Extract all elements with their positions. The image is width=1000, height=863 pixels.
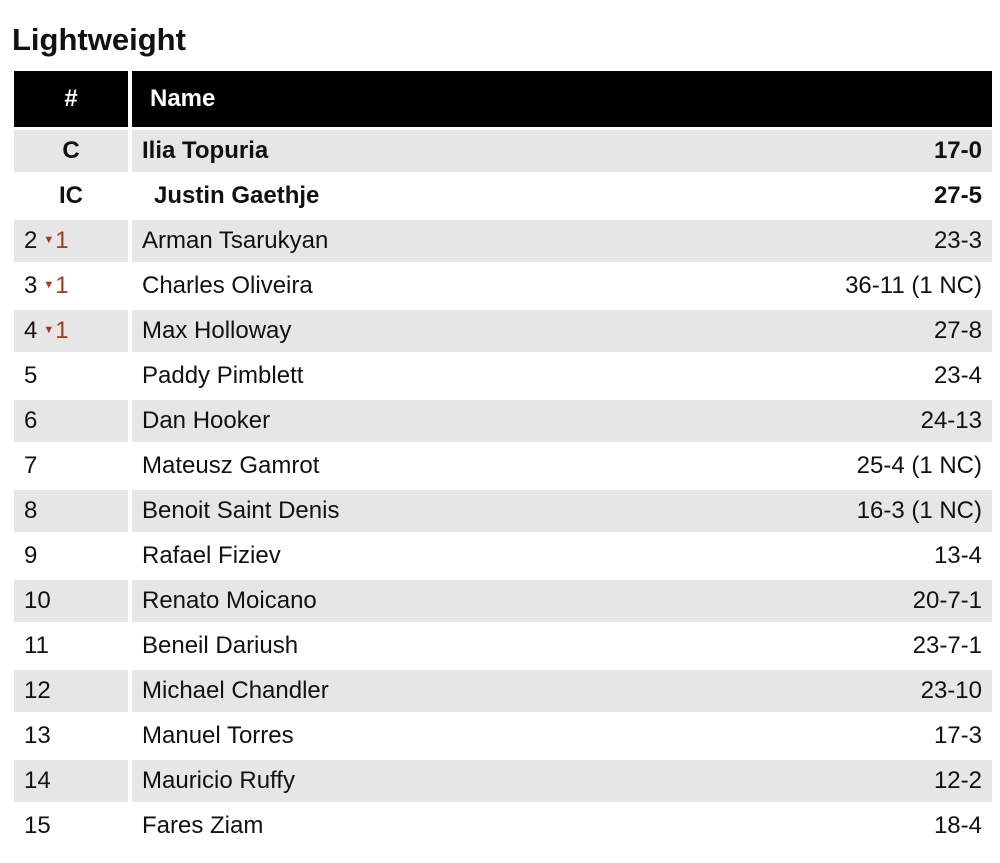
fighter-name[interactable]: Justin Gaethje [132,175,732,217]
fighter-name[interactable]: Dan Hooker [132,400,732,442]
table-row[interactable] [14,535,992,577]
rank-column-header: # [14,71,132,127]
fighter-record: 25-4 (1 NC) [732,445,992,487]
rank-cell [14,715,132,757]
header-row [14,71,992,127]
fighter-record: 17-0 [732,130,992,172]
rank-cell [14,805,132,847]
fighter-record: 16-3 (1 NC) [732,490,992,532]
fighter-record: 36-11 (1 NC) [732,265,992,307]
rank-movement [43,272,68,300]
fighter-name[interactable]: Renato Moicano [132,580,732,622]
name-column-header: Name [132,71,992,127]
table-row[interactable] [14,175,992,217]
table-row[interactable] [14,760,992,802]
table-header [14,71,992,127]
rank-value: 7 [24,452,38,479]
fighter-name[interactable]: Benoit Saint Denis [132,490,732,532]
table-row[interactable] [14,265,992,307]
fighter-name[interactable]: Mauricio Ruffy [132,760,732,802]
fighter-record: 27-5 [732,175,992,217]
fighter-record: 23-4 [732,355,992,397]
fighter-name[interactable]: Ilia Topuria [132,130,732,172]
fighter-record: 23-7-1 [732,625,992,667]
table-row[interactable] [14,625,992,667]
rank-value: C [62,137,80,164]
rank-value: 10 [24,587,51,614]
table-row[interactable] [14,310,992,352]
table-row[interactable] [14,220,992,262]
rank-value: 2 [24,227,38,254]
rank-value: 6 [24,407,38,434]
fighter-record: 12-2 [732,760,992,802]
rank-value: 8 [24,497,38,524]
fighter-name[interactable]: Beneil Dariush [132,625,732,667]
fighter-name[interactable]: Paddy Pimblett [132,355,732,397]
rank-cell [14,310,132,352]
fighter-name[interactable]: Michael Chandler [132,670,732,712]
rank-value: 12 [24,677,51,704]
fighter-name[interactable]: Max Holloway [132,310,732,352]
rank-cell [14,625,132,667]
table-row[interactable] [14,490,992,532]
rank-cell [14,175,132,217]
movement-value: 1 [55,317,69,344]
rank-cell [14,490,132,532]
table-row[interactable] [14,445,992,487]
caret-down-icon: ▼ [43,324,55,336]
rank-value: 15 [24,812,51,839]
table-row[interactable] [14,805,992,847]
rank-value: 3 [24,272,38,299]
rank-cell [14,355,132,397]
rankings-table [14,68,992,850]
rank-value: 14 [24,767,51,794]
fighter-record: 23-3 [732,220,992,262]
rank-movement [43,317,68,345]
table-row[interactable] [14,130,992,172]
rank-value: 5 [24,362,38,389]
rank-cell [14,760,132,802]
fighter-record: 24-13 [732,400,992,442]
fighter-record: 13-4 [732,535,992,577]
rank-cell [14,580,132,622]
table-body [14,130,992,847]
table-row[interactable] [14,670,992,712]
rank-value: 4 [24,317,38,344]
rank-value: 9 [24,542,38,569]
table-row[interactable] [14,715,992,757]
rank-cell [14,445,132,487]
rank-cell [14,265,132,307]
fighter-name[interactable]: Manuel Torres [132,715,732,757]
rank-cell [14,670,132,712]
rank-value: 13 [24,722,51,749]
fighter-record: 27-8 [732,310,992,352]
rank-cell [14,535,132,577]
rank-cell [14,400,132,442]
table-row[interactable] [14,400,992,442]
fighter-name[interactable]: Fares Ziam [132,805,732,847]
fighter-name[interactable]: Rafael Fiziev [132,535,732,577]
table-row[interactable] [14,580,992,622]
fighter-record: 23-10 [732,670,992,712]
rank-cell [14,130,132,172]
movement-value: 1 [55,272,69,299]
movement-value: 1 [55,227,69,254]
page-title: Lightweight [12,22,186,57]
fighter-record: 20-7-1 [732,580,992,622]
rank-movement [43,227,68,255]
fighter-name[interactable]: Arman Tsarukyan [132,220,732,262]
rank-value: 11 [24,632,49,659]
fighter-name[interactable]: Charles Oliveira [132,265,732,307]
rank-value: IC [59,182,83,209]
caret-down-icon: ▼ [43,234,55,246]
fighter-record: 18-4 [732,805,992,847]
rank-cell [14,220,132,262]
fighter-record: 17-3 [732,715,992,757]
fighter-name[interactable]: Mateusz Gamrot [132,445,732,487]
table-row[interactable] [14,355,992,397]
caret-down-icon: ▼ [43,279,55,291]
